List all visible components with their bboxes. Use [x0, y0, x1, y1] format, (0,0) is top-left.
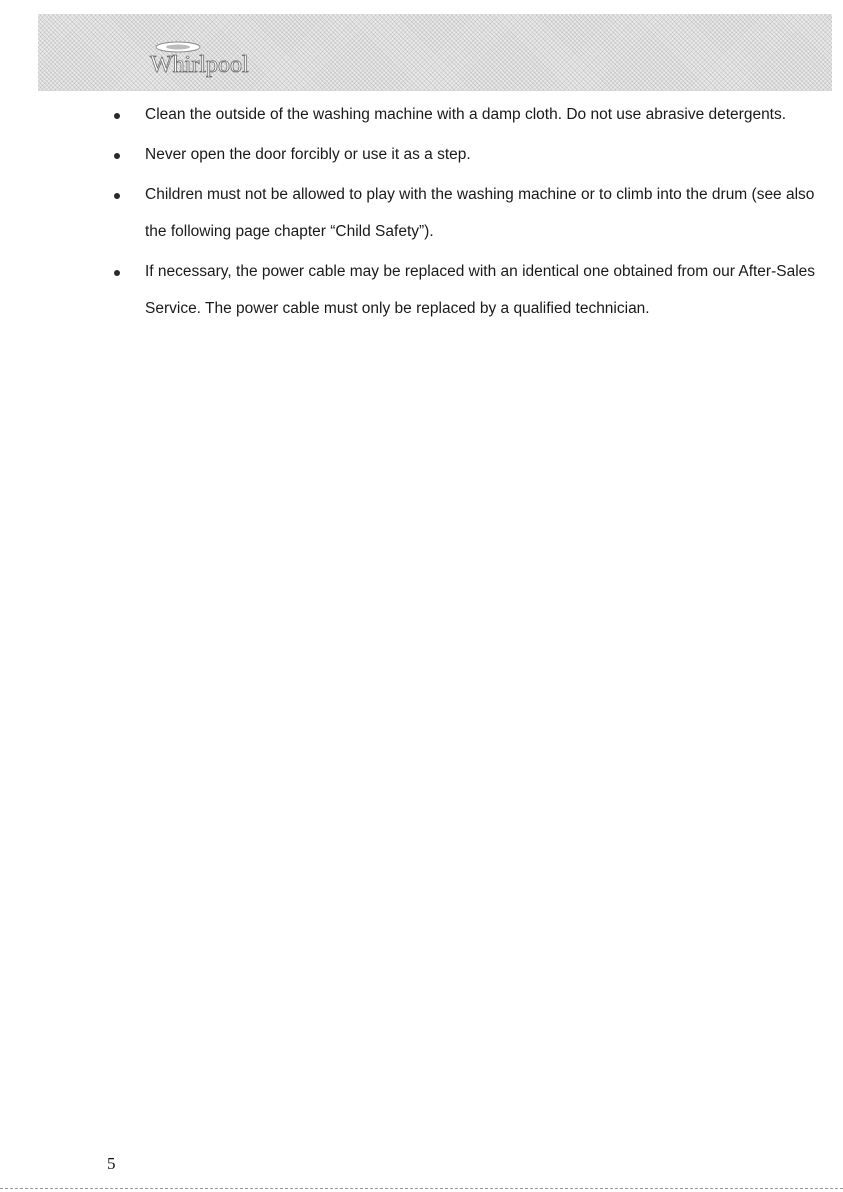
logo-text: Whirlpool: [150, 52, 249, 78]
bottom-rule: [0, 1188, 843, 1189]
list-item: [0, 136, 843, 173]
bullet-icon: [114, 113, 120, 119]
list-item: [0, 176, 843, 250]
bullet-text: Children must not be allowed to play with the washing machine or to climb into the drum (see also the following page chapter “Child Safety”).: [145, 186, 815, 240]
bullet-icon: [114, 193, 120, 199]
list-item: [0, 253, 843, 327]
bullet-text: Clean the outside of the washing machine with a damp cloth. Do not use abrasive detergents.: [145, 106, 787, 123]
safety-bullet-list: [0, 96, 843, 330]
bullet-icon: [114, 153, 120, 159]
whirlpool-logo: [148, 36, 298, 88]
list-item: [0, 96, 843, 133]
bullet-text: If necessary, the power cable may be replaced with an identical one obtained from our After-Sales Service. The power cable must only be replaced by a qualified technician.: [145, 263, 816, 317]
page-number: 5: [107, 1154, 116, 1173]
bullet-icon: [114, 270, 120, 276]
bullet-text: Never open the door forcibly or use it as a step.: [145, 146, 471, 163]
